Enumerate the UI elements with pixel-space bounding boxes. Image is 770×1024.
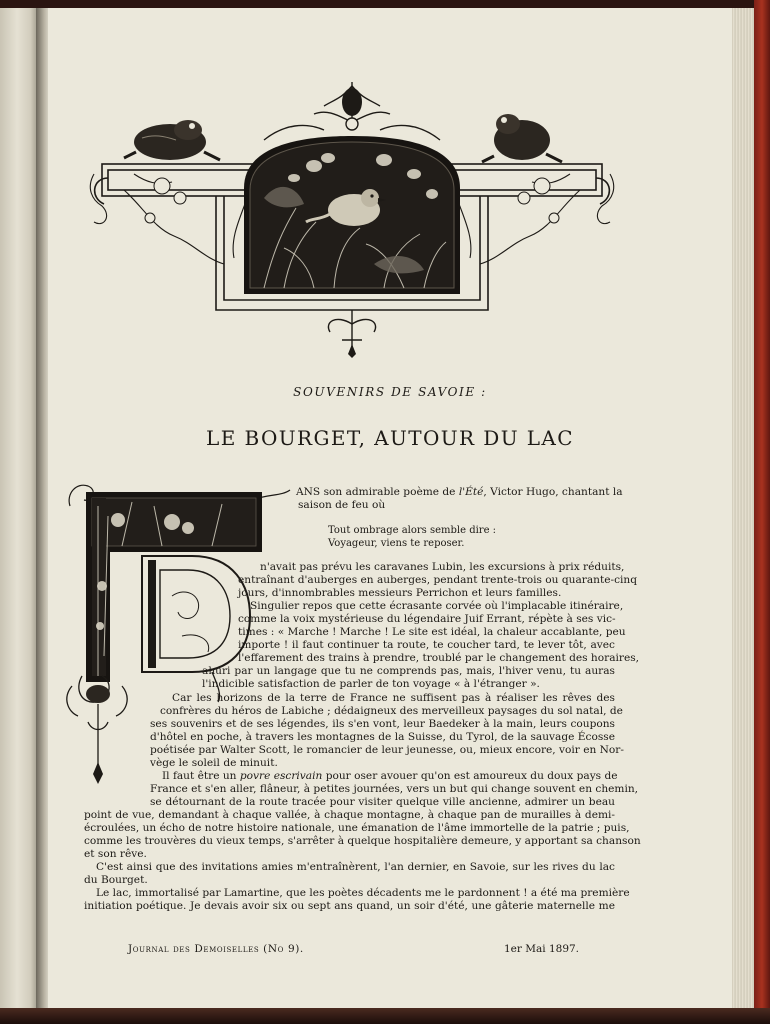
intro-italic: l'Été xyxy=(458,486,484,498)
body-line: confrères du héros de Labiche ; dédaigneux des merveilleux paysages du sol natal, de xyxy=(160,705,623,717)
body-line: point de vue, demandant à chaque vallée, à chaque montagne, à chaque pan de murailles à demi- xyxy=(84,809,615,821)
frog-right-icon xyxy=(482,114,562,162)
intro-line-2: saison de feu où xyxy=(298,499,386,511)
bottom-shadow xyxy=(0,1008,770,1024)
body-line: comme la voix mystérieuse du légendaire Juif Errant, répète à ses vic- xyxy=(238,613,616,625)
body-line: écroulées, un écho de notre histoire nationale, une émanation de l'âme immortelle de la patrie ; puis, xyxy=(84,822,630,834)
body-line: initiation poétique. Je devais avoir six ou sept ans quand, un soir d'été, une gâterie maternelle me xyxy=(84,900,615,912)
body-line: n'avait pas prévu les caravanes Lubin, les excursions à prix réduits, xyxy=(260,561,625,573)
body-line: se détournant de la route tracée pour visiter quelque ville ancienne, admirer un beau xyxy=(150,796,615,808)
intro-text: son admirable poème de xyxy=(323,486,459,498)
body-line: l'indicible satisfaction de parler de ton voyage « à l'étranger ». xyxy=(202,678,540,690)
body-line: Car les horizons de la terre de France ne suffisent pas à réaliser les rêves des xyxy=(172,692,615,704)
frog-left-icon xyxy=(124,120,220,160)
body-line: du Bourget. xyxy=(84,874,148,886)
journal-footer: Journal des Demoiselles (No 9). xyxy=(128,943,304,955)
article-subtitle: SOUVENIRS DE SAVOIE : xyxy=(293,385,487,399)
body-line: C'est ainsi que des invitations amies m'entraînèrent, l'an dernier, en Savoie, sur les rives du lac xyxy=(96,861,615,873)
red-cover-edge xyxy=(754,0,770,1024)
engraving-illustration xyxy=(84,78,620,358)
body-line: comme les trouvères du vieux temps, s'arrêter à quelque hospitalière demeure, y apportant sa chanson xyxy=(84,835,641,847)
article-title: LE BOURGET, AUTOUR DU LAC xyxy=(206,426,574,450)
facing-page-edge xyxy=(0,8,38,1010)
body-line: jours, d'innombrables messieurs Perrichon et leurs familles. xyxy=(238,587,562,599)
body-line: entraînant d'auberges en auberges, pendant trente-trois ou quarante-cinq xyxy=(238,574,637,586)
body-line: ses souvenirs et de ses légendes, ils s'en vont, leur Baedeker à la main, leurs coupons xyxy=(150,718,615,730)
body-line: Le lac, immortalisé par Lamartine, que les poètes décadents me le pardonnent ! a été ma première xyxy=(96,887,630,899)
body-text-end: pour oser avouer qu'on est amoureux du doux pays de xyxy=(322,770,618,782)
intro-line-1 xyxy=(296,486,623,499)
body-line: France et s'en aller, flâneur, à petites journées, vers un but qui change souvent en chemin, xyxy=(150,783,639,795)
header-engraving xyxy=(84,78,620,358)
body-line: times : « Marche ! Marche ! Le site est idéal, la chaleur accablante, peu xyxy=(238,626,626,638)
intro-lead: ANS xyxy=(296,486,321,498)
body-line: et son rêve. xyxy=(84,848,147,860)
page-stack-edge xyxy=(730,8,756,1008)
body-line: d'hôtel en poche, à travers les montagnes de la Suisse, du Tyrol, de la sauvage Écosse xyxy=(150,731,615,743)
body-line: Singulier repos que cette écrasante corvée où l'implacable itinéraire, xyxy=(250,600,624,612)
body-line: poétisée par Walter Scott, le romancier de leur jeunesse, ou, mieux encore, voir en Nor- xyxy=(150,744,624,756)
body-line: vège le soleil de minuit. xyxy=(150,757,278,769)
quote-line-1: Tout ombrage alors semble dire : xyxy=(328,525,497,536)
body-text: Il faut être un xyxy=(162,770,240,782)
quote-line-2: Voyageur, viens te reposer. xyxy=(328,538,465,549)
italic-phrase: povre escrivain xyxy=(239,770,323,782)
body-line-italic xyxy=(162,770,618,783)
body-line: ahuri par un langage que tu ne comprends pas, mais, l'hiver venu, tu auras xyxy=(202,665,615,677)
date-footer: 1er Mai 1897. xyxy=(504,943,580,955)
body-line: importe ! il faut continuer ta route, te coucher tard, te lever tôt, avec xyxy=(238,639,615,651)
intro-text-end: , Victor Hugo, chantant la xyxy=(483,486,623,498)
body-line: l'effarement des trains à prendre, troublé par le changement des horaires, xyxy=(238,652,640,664)
book-page xyxy=(48,8,732,1008)
